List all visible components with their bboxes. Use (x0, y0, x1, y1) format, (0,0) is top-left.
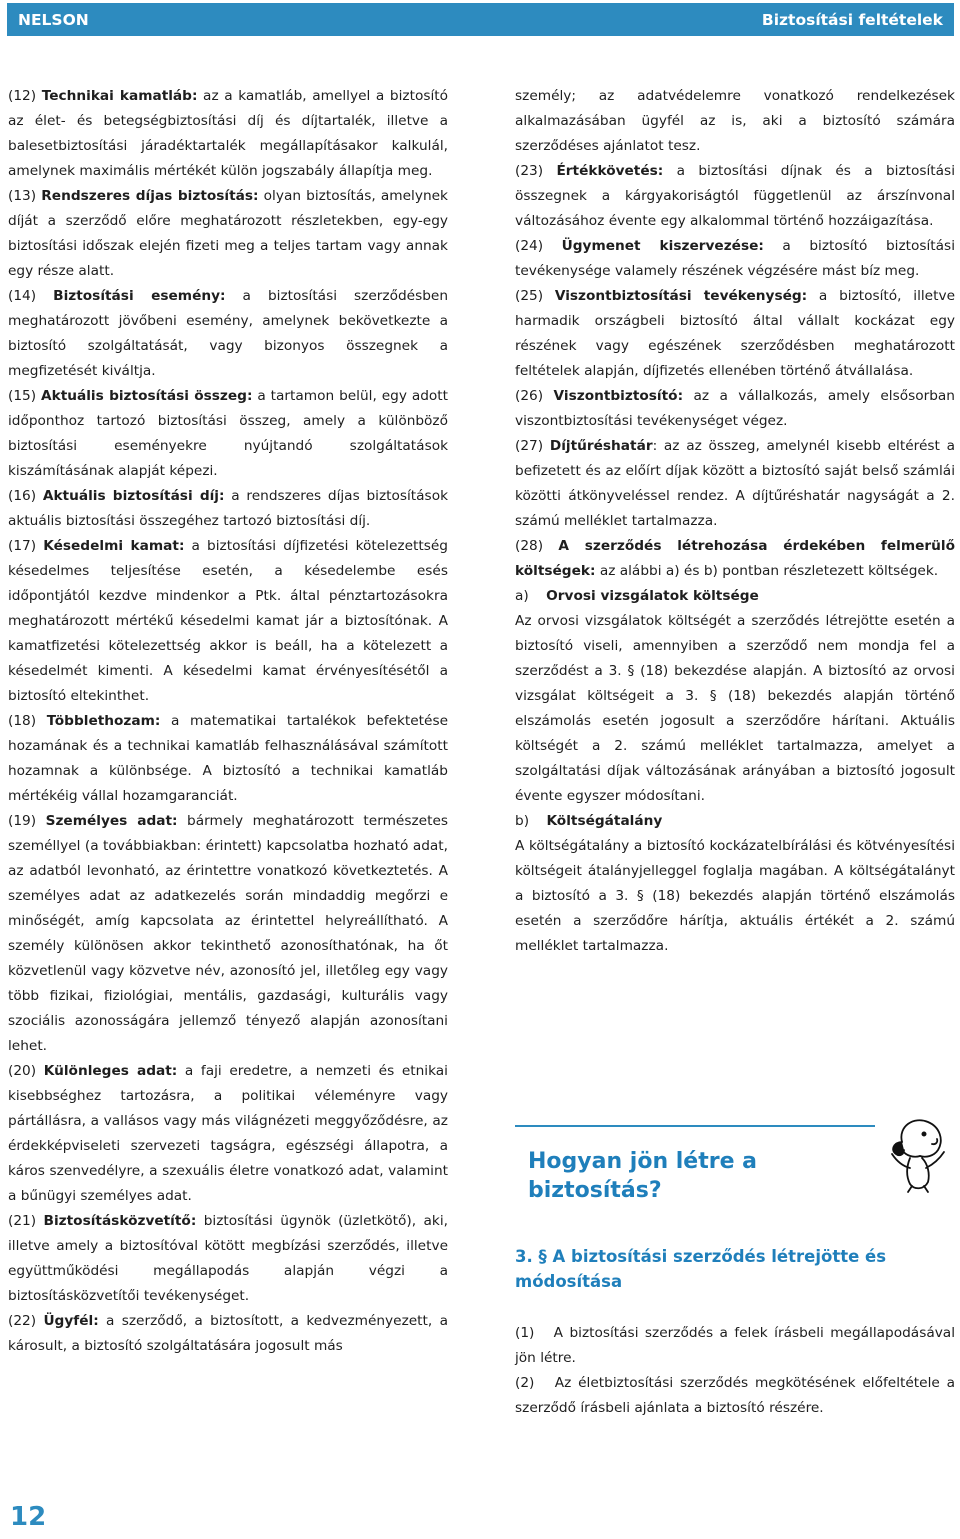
paragraph-number: (18) (8, 713, 47, 729)
definition-text: a biztosítási szerződésben meghatározott jövőbeni esemény, amelynek bekövetkezte a biztosító szolgáltatását, vagy bizonyos összegnek a megfizetését kiváltja. (8, 288, 448, 379)
defined-term: Díjtűréshatár (549, 438, 653, 454)
paragraph-number: (17) (8, 538, 44, 554)
defined-term: Viszontbiztosítási tevékenység: (554, 288, 808, 304)
paragraph-number: (27) (515, 438, 550, 454)
section-paragraph: (2) Az életbiztosítási szerződés megkötésének előfeltétele a szerződő írásbeli ajánlata a biztosító részére. (515, 1375, 955, 1416)
definition-paragraph (8, 1209, 448, 1309)
definition-paragraph (515, 234, 955, 284)
defined-term: Költségátalány (546, 813, 663, 829)
paragraph-number: (14) (8, 288, 54, 304)
section-paragraph: (1) A biztosítási szerződés a felek írásbeli megállapodásával jön létre. (515, 1325, 955, 1366)
defined-term: Orvosi vizsgálatok költsége (546, 588, 759, 604)
definition-paragraph (8, 809, 448, 1059)
definition-text: a rendszeres díjas biztosítások aktuális biztosítási összegéhez tartozó biztosítási díj. (8, 488, 448, 529)
paragraph-number: (25) (515, 288, 555, 304)
page-header (7, 3, 954, 36)
definition-text: az a vállalkozás, amely elsősorban viszontbiztosítási tevékenységet végez. (515, 388, 955, 429)
definition-text: bármely meghatározott természetes személlyel (a továbbiakban: érintett) kapcsolatba hozható adat, az adatból levonható, az érintettre vonatkozó következtetés. A személyes adat az adatkezelés során mindaddig megőrzi e minőségét, amíg kapcsolata az érintettel helyreállítható. A személy különösen akkor tekinthető azonosíthatónak, ha őt közvetlenül vagy közvetve név, azonosító jel, illetőleg egy vagy több fizikai, fiziológiai, mentális, gazdasági, kulturális vagy szociális azonosságára jellemző tényező alapján azonosítani lehet. (8, 813, 448, 1054)
section-body (515, 1321, 955, 1421)
definition-paragraph (8, 84, 448, 184)
defined-term: Biztosításközvetítő: (43, 1213, 197, 1229)
paragraph-number: (13) (8, 188, 42, 204)
defined-term: Késedelmi kamat: (43, 538, 185, 554)
definition-text: Az orvosi vizsgálatok költségét a szerződés létrejötte esetén a biztosító viseli, amennyiben a szerződő nem mondja fel a szerződést a 3. § (18) bekezdése alapján. A biztosító az orvosi vizsgálat költségeit a 3. § (18) bekezdés alapján történő elszámolás esetén jogosult a szerződőre hárítani. Aktuális költségét a 2. számú melléklet tartalmazza, amelyet a szolgáltatási díjak változásának arányában a biztosító jogosult évente egyszer módosítani. (515, 613, 955, 804)
definition-paragraph (515, 84, 955, 159)
definition-paragraph (515, 834, 955, 959)
defined-term: Technikai kamatláb: (41, 88, 198, 104)
definition-paragraph (8, 1309, 448, 1359)
definition-text: a tartamon belül, egy adott időponthoz tartozó biztosítási összeg, amely a különböző biztosítási eseményekre nyújtandó szolgáltatások kiszámításának alapját képezi. (8, 388, 449, 479)
page-number: 12 (10, 1502, 47, 1532)
definition-paragraph (8, 284, 448, 384)
definition-text: a szerződő, a biztosított, a kedvezményezett, a károsult, a biztosító szolgáltatására jogosult más (8, 1313, 448, 1354)
definition-paragraph (515, 609, 955, 809)
defined-term: Különleges adat: (43, 1063, 178, 1079)
paragraph-number: (16) (8, 488, 43, 504)
definition-text: az a kamatláb, amellyel a biztosító az élet- és betegségbiztosítási díj és díjtartalék, illetve a balesetbiztosítási járadéktartalék megállapításakor kalkulál, amelynek maximális mértékét külön jogszabály állapítja meg. (8, 88, 448, 179)
definition-text: a biztosítási díjnak és a biztosítási összegnek a kárgyakoriságtól függetlenül az árszínvonal változásához évente egy alkalommal történő hozzáigazítása. (515, 163, 955, 229)
definition-paragraph (515, 384, 955, 434)
definition-text: biztosítási ügynök (üzletkötő), aki, illetve amely a biztosítóval kötött megbízási szerződés, illetve együttműködési megállapodás alapján végzi a biztosításközvetítői tevékenységet. (8, 1213, 448, 1304)
defined-term: Személyes adat: (45, 813, 178, 829)
callout-box (515, 1125, 875, 1227)
header-doc-title: Biztosítási feltételek (761, 10, 943, 29)
left-column (8, 84, 448, 1359)
definition-paragraph (515, 284, 955, 384)
paragraph-number: (19) (8, 813, 46, 829)
definition-paragraph (515, 159, 955, 234)
paragraph-number: a) (515, 588, 547, 604)
defined-term: Rendszeres díjas biztosítás: (41, 188, 259, 204)
definition-text: A költségátalány a biztosító kockázatelbírálási és kötvényesítési költségeit átalányjelleggel foglalja magában. A költségátalányt a biztosító a 3. § (18) bekezdés alapján történő elszámolás esetén a szerződőre hárítja, aktuális értékét a 2. számú melléklet tartalmazza. (515, 838, 955, 954)
paragraph-number: (24) (515, 238, 562, 254)
definition-paragraph (515, 434, 955, 534)
defined-term: Aktuális biztosítási összeg: (41, 388, 253, 404)
definition-paragraph (8, 1059, 448, 1209)
definition-paragraph (8, 484, 448, 534)
defined-term: Aktuális biztosítási díj: (42, 488, 225, 504)
definition-text: a biztosító, illetve harmadik országbeli biztosító által vállalt kockázat egy részének vagy egészének szerződésben meghatározott feltételek alapján, díjfizetés ellenében történő átvállalása. (515, 288, 955, 379)
definition-paragraph (8, 534, 448, 709)
right-column (515, 84, 955, 959)
definition-text: olyan biztosítás, amelynek díját a szerződő előre meghatározott részletekben, egy-egy biztosítási időszak elején fizeti meg a teljes tartam vagy annak egy része alatt. (8, 188, 448, 279)
paragraph-number: (12) (8, 88, 42, 104)
callout-title: Hogyan jön létre a biztosítás? (528, 1149, 758, 1203)
defined-term: Ügyfél: (43, 1313, 99, 1329)
paragraph-number: (26) (515, 388, 554, 404)
header-brand: NELSON (18, 10, 89, 29)
definition-text: személy; az adatvédelemre vonatkozó rendelkezések alkalmazásában ügyfél az is, aki a biztosító számára szerződéses ajánlatot tesz. (515, 88, 955, 154)
snoopy-cartoon-icon (880, 1112, 952, 1194)
definition-text: a biztosító biztosítási tevékenysége valamely részének végzésére mást bíz meg. (515, 238, 955, 279)
definition-paragraph (8, 709, 448, 809)
paragraph-number: b) (515, 813, 547, 829)
definition-paragraph (515, 809, 955, 834)
definition-text: a faji eredetre, a nemzeti és etnikai kisebbséghez tartozásra, a politikai véleményre vagy pártállásra, a vallásos vagy más világnézeti meggyőződésre, az érdekképviseleti szervezeti tagságra, egészségi állapotra, a káros szenvedélyre, a szexuális életre vonatkozó adat, valamint a bűnügyi személyes adat. (8, 1063, 448, 1204)
definition-text: az alábbi a) és b) pontban részletezett költségek. (595, 563, 939, 579)
paragraph-number: (15) (8, 388, 41, 404)
definition-text: : az az összeg, amelynél kisebb eltérést a befizetett és az előírt díjak között a biztosító saját belső számlái közötti átkönyveléssel rendez. A díjtűréshatár nagyságát a 2. számú melléklet tartalmazza. (515, 438, 955, 529)
defined-term: Értékkövetés: (556, 163, 664, 179)
defined-term: Biztosítási esemény: (53, 288, 226, 304)
paragraph-number: (21) (8, 1213, 44, 1229)
definition-text: a matematikai tartalékok befektetése hozamának és a technikai kamatláb felhasználásával számított hozamnak a különbsége. A biztosító a technikai kamatláb mértékéig vállal hozamgaranciát. (8, 713, 448, 804)
defined-term: Többlethozam: (46, 713, 161, 729)
paragraph-number: (23) (515, 163, 557, 179)
paragraph-number: (28) (515, 538, 559, 554)
definition-paragraph (8, 184, 448, 284)
paragraph-number: (20) (8, 1063, 44, 1079)
definition-text: a biztosítási díjfizetési kötelezettség késedelmes teljesítése esetén, a késedelembe esés időpontjától kezdve mindenkor a Ptk. által pénztartozásokra meghatározott mértékű késedelmi kamat jár a biztosítónak. A kamatfizetési kötelezettség akkor is beáll, ha a kötelezett a késedelmét kimenti. A késedelmi kamat érvényesítésétől a biztosító eltekinthet. (8, 538, 448, 704)
section-title: 3. § A biztosítási szerződés létrejötte és módosítása (515, 1247, 887, 1291)
definition-paragraph (515, 534, 955, 584)
defined-term: Ügymenet kiszervezése: (561, 238, 764, 254)
paragraph-number: (22) (8, 1313, 44, 1329)
definition-paragraph (8, 384, 448, 484)
defined-term: Viszontbiztosító: (553, 388, 684, 404)
defined-term: A szerződés létrehozása érdekében felmerülő költségek: (515, 538, 955, 579)
definition-paragraph (515, 584, 955, 609)
